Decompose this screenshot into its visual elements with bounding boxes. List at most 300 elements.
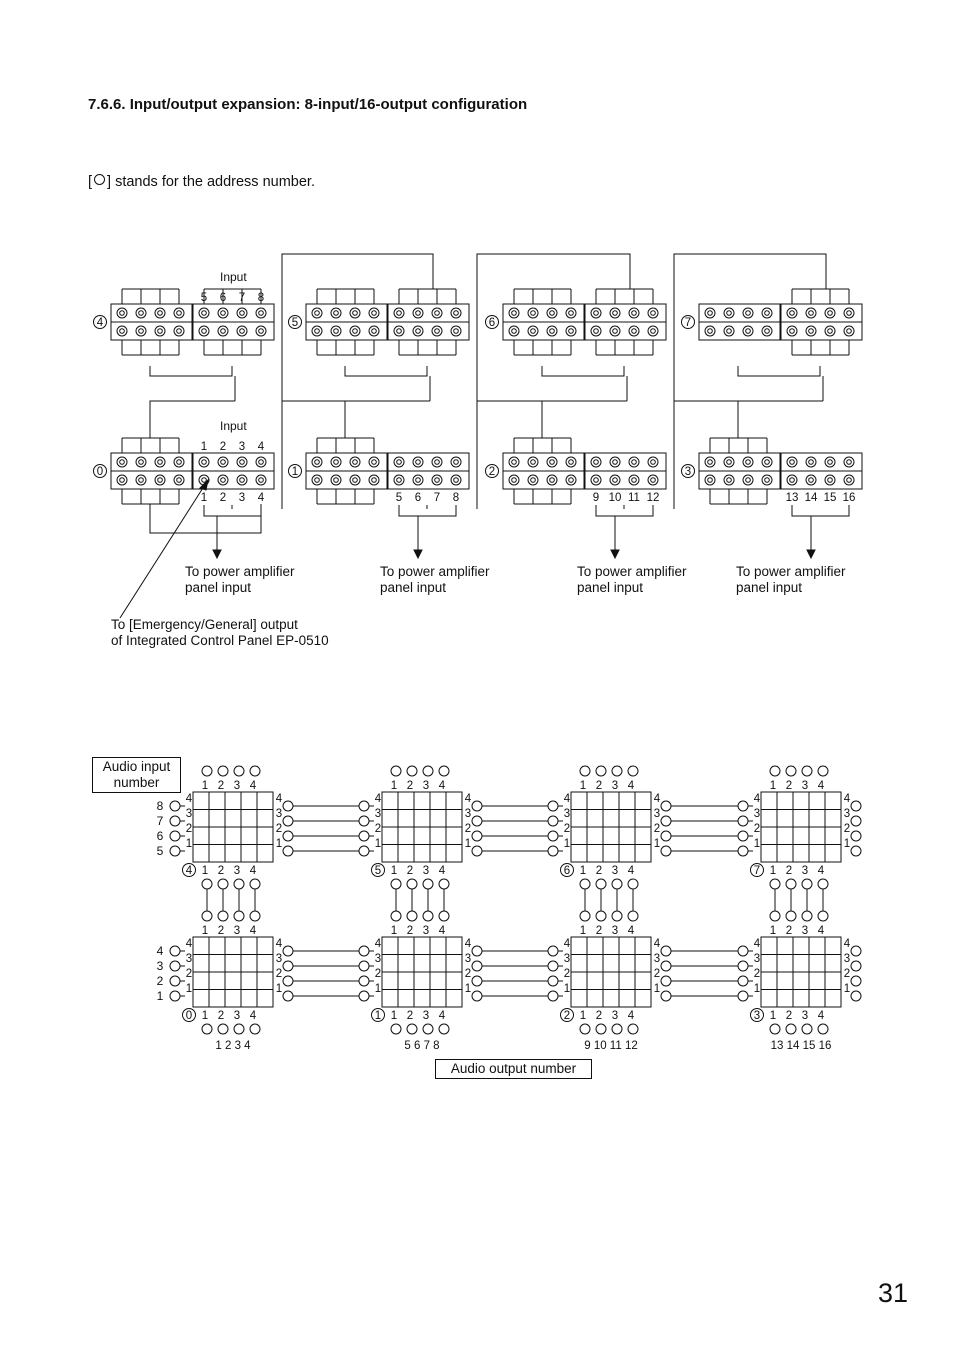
output-number: 12 [646, 492, 660, 504]
jack-icon [512, 329, 517, 334]
jack-icon [397, 478, 402, 483]
bottom-input-number: 1 [200, 441, 208, 453]
jack-icon [256, 308, 266, 318]
legend-prefix: [ [88, 174, 93, 190]
top-matrix-2 [564, 780, 661, 877]
output-number: 2 [219, 492, 227, 504]
terminal-icon [407, 766, 417, 776]
jack-icon [331, 475, 341, 485]
top-input-number: 6 [219, 292, 227, 304]
legend-text: ] stands for the address number. [107, 174, 315, 190]
terminal-icon [234, 911, 244, 921]
terminal-icon [738, 991, 748, 1001]
amp-note-3: To power amplifier panel input [577, 564, 687, 595]
column-label: 3 [611, 865, 619, 877]
jack-icon [334, 329, 339, 334]
top-module-1-right [388, 289, 469, 355]
terminal-icon [234, 766, 244, 776]
jack-icon [809, 460, 814, 465]
column-label: 1 [201, 865, 209, 877]
bottom-module-3-left [699, 438, 780, 504]
jack-icon [256, 457, 266, 467]
jack-icon [202, 460, 207, 465]
jack-icon [432, 457, 442, 467]
row-label: 2 [464, 968, 472, 980]
terminal-icon [170, 946, 180, 956]
terminal-icon [170, 831, 180, 841]
jack-icon [787, 308, 797, 318]
jack-icon [847, 329, 852, 334]
row-label: 3 [753, 953, 761, 965]
terminal-icon [548, 846, 558, 856]
bottom-address-1: 1 [291, 466, 299, 478]
output-number-label: 13 14 15 16 [770, 1040, 832, 1052]
chain-wire [282, 401, 345, 438]
terminal-icon [802, 1024, 812, 1034]
row-label: 1 [563, 983, 571, 995]
row-label: 4 [843, 793, 851, 805]
terminal-icon [661, 961, 671, 971]
jack-icon [651, 329, 656, 334]
terminal-icon [738, 946, 748, 956]
jack-icon [177, 311, 182, 316]
jack-icon [528, 326, 538, 336]
row-label: 2 [185, 823, 193, 835]
output-number: 11 [628, 492, 640, 504]
jack-icon [237, 475, 247, 485]
terminal-icon [283, 846, 293, 856]
terminal-icon [612, 766, 622, 776]
column-label: 1 [201, 925, 209, 937]
jack-icon [594, 329, 599, 334]
input-number: 3 [156, 959, 164, 973]
jack-icon [315, 311, 320, 316]
bridge-wire [738, 401, 823, 438]
row-label: 4 [563, 793, 571, 805]
top-matrix-0 [186, 780, 283, 877]
terminal-icon [548, 946, 558, 956]
top-module-3-right [781, 289, 862, 355]
jack-icon [629, 308, 639, 318]
jack-icon [512, 478, 517, 483]
jack-icon [435, 460, 440, 465]
terminal-icon [283, 946, 293, 956]
column-label: 4 [817, 865, 825, 877]
terminal-icon [851, 961, 861, 971]
row-label: 4 [753, 938, 761, 950]
terminal-icon [170, 976, 180, 986]
jack-icon [594, 478, 599, 483]
input-number: 7 [156, 814, 164, 828]
output-bracket [792, 505, 849, 516]
jack-icon [509, 457, 519, 467]
column-label: 4 [249, 865, 257, 877]
column-label: 4 [249, 1010, 257, 1022]
terminal-icon [359, 846, 369, 856]
column-label: 2 [406, 865, 414, 877]
column-label: 3 [422, 865, 430, 877]
amp-note-1: To power amplifier panel input [185, 564, 295, 595]
jack-icon [790, 460, 795, 465]
jack-icon [509, 308, 519, 318]
jack-icon [844, 326, 854, 336]
bottom-address-2: 2 [488, 466, 496, 478]
output-number: 9 [592, 492, 600, 504]
terminal-icon [439, 911, 449, 921]
jack-icon [806, 326, 816, 336]
top-input-label: Input [220, 270, 247, 284]
terminal-icon [472, 846, 482, 856]
jack-icon [369, 308, 379, 318]
jack-icon [256, 326, 266, 336]
jack-icon [825, 457, 835, 467]
bottom-module-1-right [388, 453, 469, 489]
terminal-icon [802, 879, 812, 889]
output-number-label: 1 2 3 4 [215, 1040, 251, 1052]
terminal-icon [359, 816, 369, 826]
bottom-input-label: Input [220, 419, 247, 433]
row-label: 2 [185, 968, 193, 980]
jack-icon [547, 326, 557, 336]
jack-icon [825, 475, 835, 485]
top-module-0-left [111, 289, 192, 355]
jack-icon [512, 311, 517, 316]
jack-icon [594, 460, 599, 465]
terminal-icon [738, 831, 748, 841]
jack-icon [331, 308, 341, 318]
terminal-icon [738, 961, 748, 971]
jack-icon [177, 478, 182, 483]
terminal-icon [170, 816, 180, 826]
row-label: 1 [753, 983, 761, 995]
terminal-icon [851, 801, 861, 811]
column-label: 2 [785, 925, 793, 937]
terminal-icon [548, 831, 558, 841]
top-module-1-left [306, 289, 387, 355]
output-number: 6 [414, 492, 422, 504]
jack-icon [199, 326, 209, 336]
row-label: 2 [753, 968, 761, 980]
jack-icon [594, 311, 599, 316]
jack-icon [353, 329, 358, 334]
jack-icon [218, 475, 228, 485]
terminal-icon [786, 879, 796, 889]
jack-icon [828, 329, 833, 334]
column-label: 1 [769, 1010, 777, 1022]
column-label: 3 [611, 925, 619, 937]
jack-icon [765, 460, 770, 465]
jack-icon [569, 329, 574, 334]
column-label: 2 [595, 780, 603, 792]
jack-icon [547, 308, 557, 318]
terminal-icon [359, 961, 369, 971]
top-input-number: 8 [257, 292, 265, 304]
row-label: 1 [843, 983, 851, 995]
jack-icon [353, 478, 358, 483]
jack-icon [136, 308, 146, 318]
input-number: 5 [156, 844, 164, 858]
jack-icon [629, 326, 639, 336]
column-label: 4 [627, 925, 635, 937]
terminal-icon [580, 1024, 590, 1034]
jack-icon [259, 311, 264, 316]
jack-icon [350, 457, 360, 467]
terminal-icon [661, 976, 671, 986]
jack-icon [117, 457, 127, 467]
terminal-icon [234, 879, 244, 889]
column-label: 3 [233, 780, 241, 792]
jack-icon [613, 460, 618, 465]
bottom-matrix-address-1: 1 [374, 1010, 382, 1022]
terminal-icon [612, 1024, 622, 1034]
jack-icon [139, 460, 144, 465]
jack-icon [743, 326, 753, 336]
jack-icon [174, 326, 184, 336]
jack-icon [174, 475, 184, 485]
row-label: 1 [464, 838, 472, 850]
column-label: 4 [627, 1010, 635, 1022]
jack-icon [809, 478, 814, 483]
jack-icon [312, 308, 322, 318]
jack-icon [435, 329, 440, 334]
jack-icon [531, 311, 536, 316]
row-label: 1 [464, 983, 472, 995]
jack-icon [120, 478, 125, 483]
jack-icon [528, 308, 538, 318]
row-label: 2 [275, 968, 283, 980]
terminal-icon [250, 911, 260, 921]
chain-wire [150, 504, 261, 533]
row-label: 3 [185, 808, 193, 820]
terminal-icon [661, 831, 671, 841]
column-label: 1 [579, 865, 587, 877]
jack-icon [648, 308, 658, 318]
jack-icon [847, 311, 852, 316]
bridge-wire [345, 401, 430, 438]
terminal-icon [851, 946, 861, 956]
terminal-icon [661, 801, 671, 811]
column-label: 2 [217, 865, 225, 877]
terminal-icon [786, 766, 796, 776]
output-number-label: 9 10 11 12 [584, 1040, 638, 1052]
bottom-address-3: 3 [684, 466, 692, 478]
bottom-matrix-address-0: 0 [185, 1010, 193, 1022]
jack-icon [139, 329, 144, 334]
jack-icon [136, 457, 146, 467]
output-number: 1 [200, 492, 208, 504]
jack-icon [705, 326, 715, 336]
jack-icon [762, 326, 772, 336]
column-label: 3 [801, 780, 809, 792]
terminal-icon [770, 879, 780, 889]
terminal-icon [786, 1024, 796, 1034]
jack-icon [416, 478, 421, 483]
jack-icon [787, 457, 797, 467]
jack-icon [432, 326, 442, 336]
column-label: 4 [438, 925, 446, 937]
jack-icon [199, 457, 209, 467]
top-matrix-address-0: 4 [185, 865, 193, 877]
jack-icon [724, 308, 734, 318]
jack-icon [240, 311, 245, 316]
arrow-head-icon [611, 550, 619, 558]
bridge-wire [738, 366, 820, 376]
terminal-icon [738, 976, 748, 986]
row-label: 1 [653, 983, 661, 995]
jack-icon [765, 329, 770, 334]
column-label: 3 [801, 1010, 809, 1022]
jack-icon [566, 308, 576, 318]
jack-icon [787, 326, 797, 336]
terminal-icon [283, 961, 293, 971]
jack-icon [454, 478, 459, 483]
column-label: 3 [233, 925, 241, 937]
row-label: 2 [843, 968, 851, 980]
terminal-icon [202, 879, 212, 889]
jack-icon [158, 311, 163, 316]
jack-icon [350, 308, 360, 318]
terminal-icon [770, 766, 780, 776]
jack-icon [312, 475, 322, 485]
top-module-2-left [503, 289, 584, 355]
bottom-module-3-right [781, 453, 862, 489]
row-label: 3 [185, 953, 193, 965]
row-label: 1 [653, 838, 661, 850]
terminal-icon [738, 816, 748, 826]
jack-icon [454, 329, 459, 334]
top-matrix-address-2: 6 [563, 865, 571, 877]
jack-icon [806, 457, 816, 467]
jack-icon [528, 457, 538, 467]
jack-icon [648, 326, 658, 336]
jack-icon [746, 478, 751, 483]
jack-icon [158, 478, 163, 483]
jack-icon [315, 460, 320, 465]
terminal-icon [439, 1024, 449, 1034]
audio-output-label: Audio output number [435, 1059, 592, 1079]
bottom-address-0: 0 [96, 466, 104, 478]
jack-icon [724, 475, 734, 485]
jack-icon [451, 475, 461, 485]
jack-icon [136, 475, 146, 485]
terminal-icon [472, 946, 482, 956]
terminal-icon [407, 911, 417, 921]
column-label: 1 [579, 780, 587, 792]
jack-icon [202, 329, 207, 334]
terminal-icon [628, 879, 638, 889]
row-label: 3 [563, 808, 571, 820]
top-matrix-address-1: 5 [374, 865, 382, 877]
terminal-icon [359, 831, 369, 841]
jack-icon [648, 457, 658, 467]
terminal-icon [661, 991, 671, 1001]
terminal-icon [359, 946, 369, 956]
jack-icon [610, 475, 620, 485]
column-label: 1 [579, 925, 587, 937]
jack-icon [394, 308, 404, 318]
column-label: 2 [595, 865, 603, 877]
row-label: 4 [374, 938, 382, 950]
jack-icon [117, 308, 127, 318]
jack-icon [221, 329, 226, 334]
jack-icon [512, 460, 517, 465]
terminal-icon [250, 879, 260, 889]
terminal-icon [391, 766, 401, 776]
jack-icon [724, 457, 734, 467]
column-label: 3 [801, 925, 809, 937]
jack-icon [177, 329, 182, 334]
jack-icon [806, 308, 816, 318]
jack-icon [809, 311, 814, 316]
jack-icon [369, 457, 379, 467]
jack-icon [369, 475, 379, 485]
jack-icon [397, 329, 402, 334]
jack-icon [743, 475, 753, 485]
terminal-icon [851, 831, 861, 841]
terminal-icon [770, 1024, 780, 1034]
jack-icon [591, 475, 601, 485]
jack-icon [315, 478, 320, 483]
jack-icon [394, 326, 404, 336]
jack-icon [566, 475, 576, 485]
row-label: 2 [374, 823, 382, 835]
terminal-icon [851, 816, 861, 826]
terminal-icon [661, 946, 671, 956]
terminal-icon [472, 801, 482, 811]
bottom-matrix-address-3: 3 [753, 1010, 761, 1022]
jack-icon [155, 326, 165, 336]
terminal-icon [218, 766, 228, 776]
jack-icon [825, 326, 835, 336]
jack-icon [221, 311, 226, 316]
page-number: 31 [877, 1278, 908, 1308]
terminal-icon [818, 766, 828, 776]
jack-icon [240, 329, 245, 334]
jack-icon [762, 475, 772, 485]
jack-icon [651, 460, 656, 465]
terminal-icon [596, 911, 606, 921]
jack-icon [432, 308, 442, 318]
terminal-icon [472, 961, 482, 971]
terminal-icon [802, 766, 812, 776]
terminal-icon [423, 911, 433, 921]
jack-icon [547, 475, 557, 485]
jack-icon [120, 311, 125, 316]
jack-icon [174, 308, 184, 318]
jack-icon [237, 326, 247, 336]
jack-icon [158, 460, 163, 465]
chain-wire [477, 401, 542, 438]
row-label: 1 [275, 983, 283, 995]
row-label: 3 [275, 953, 283, 965]
jack-icon [531, 329, 536, 334]
jack-icon [237, 457, 247, 467]
jack-icon [397, 311, 402, 316]
terminal-icon [391, 879, 401, 889]
row-label: 2 [843, 823, 851, 835]
terminal-icon [359, 801, 369, 811]
terminal-icon [548, 961, 558, 971]
bottom-matrix-0 [186, 925, 283, 1022]
jack-icon [454, 311, 459, 316]
jack-icon [451, 457, 461, 467]
jack-icon [259, 460, 264, 465]
bridge-wire [150, 366, 232, 376]
jack-icon [218, 457, 228, 467]
jack-icon [372, 460, 377, 465]
jack-icon [531, 478, 536, 483]
jack-icon [432, 475, 442, 485]
